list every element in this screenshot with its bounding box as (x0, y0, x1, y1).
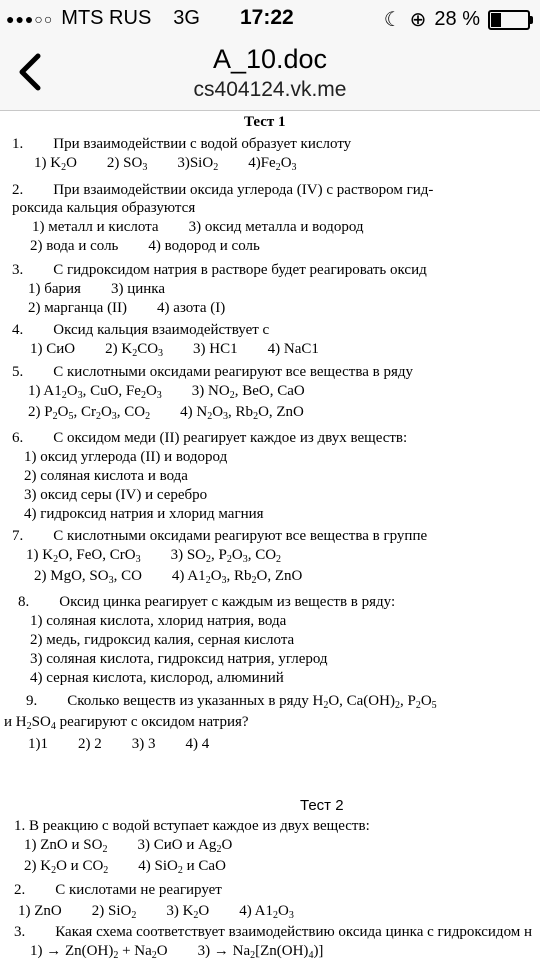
carrier-label: MTS RUS (61, 7, 152, 29)
navigation-bar (0, 36, 540, 111)
question-8-option-2: 2) медь, гидроксид калия, серная кислота (30, 632, 295, 648)
question-3-options-row-1: 1) бария 3) цинка (28, 281, 166, 297)
document-view[interactable] (0, 111, 540, 960)
question-4: 4. Оксид кальция взаимодействует с (12, 322, 270, 338)
question-6-option-4: 4) гидроксид натрия и хлорид магния (24, 506, 264, 522)
test-2-question-1-options-row-1: 1) ZnO и $SO_2$ 3) CиO и $Ag_2O$ (24, 837, 233, 855)
network-type-label: 3G (173, 7, 200, 29)
status-left (6, 7, 200, 30)
document-title: A_10.doc (212, 44, 328, 74)
question-8-option-1: 1) соляная кислота, хлорид натрия, вода (30, 613, 287, 629)
question-2-options-row-2: 2) вода и соль 4) водород и соль (30, 238, 260, 254)
question-9-line-1: 9. Сколько веществ из указанных в ряду $H_2O$, $Ca(OH)_2$, $P_2O_5$ (26, 693, 437, 711)
question-7-options-row-2: 2) MgO, $SO_3$, CO 4) $A1_2O_3$, $Rb_2O$, ZnO (34, 568, 303, 586)
test-1-heading: Тест 1 (244, 114, 286, 130)
question-1-options: 1) $K_2O$ 2) $SO_3$ 3)SiO$_2$ $4)Fe_2O_3$ (34, 155, 297, 173)
question-8-option-3: 3) соляная кислота, гидроксид натрия, углерод (30, 651, 328, 667)
question-5-options-row-2: 2) $P_2O_5$, $Cr_2O_3$, $CO_2$ 4) $N_2O_3$, $Rb_2O$, ZnO (28, 404, 304, 422)
battery-icon (488, 10, 530, 30)
document-source-host: cs404124.vk.me (193, 78, 347, 101)
battery-fill (491, 13, 501, 27)
question-3-options-row-2: 2) марганца (II) 4) азота (I) (28, 300, 226, 316)
status-right (384, 7, 530, 32)
question-9-line-2: и $H_2SO_4$ реагируют с оксидом натрия? (4, 714, 249, 732)
question-2-line-2: роксида кальция образуются (12, 200, 196, 216)
test-2-question-1: 1. В реакцию с водой вступает каждое из двух веществ: (14, 818, 370, 834)
question-7: 7. С кислотными оксидами реагируют все вещества в группе (12, 528, 428, 544)
question-6-option-3: 3) оксид серы (IV) и серебро (24, 487, 208, 503)
status-bar (0, 0, 540, 36)
question-5-options-row-1: 1) $A1_2O_3$, CuO, $Fe_2O_3$ 3) $NO_2$, BeO, CaO (28, 383, 305, 401)
question-7-options-row-1: 1) $K_2O$, FeO, CrO$_3$ 3) $SO_2$, $P_2O_3$, $CO_2$ (26, 547, 282, 565)
question-6: 6. С оксидом меди (II) реагирует каждое из двух веществ: (12, 430, 408, 446)
test-2-question-1-options-row-2: 2) $K_2O$ и $CO_2$ 4) SiO$_2$ и CaO (24, 858, 226, 876)
status-time: 17:22 (240, 6, 294, 29)
battery-percentage: 28 % (434, 8, 480, 30)
question-6-option-2: 2) соляная кислота и вода (24, 468, 188, 484)
question-1: 1. При взаимодействии с водой образует кислоту (12, 136, 352, 152)
question-2-options-row-1: 1) металл и кислота 3) оксид металла и водород (32, 219, 364, 235)
question-4-options: 1) CиO 2) $K_2CO_3$ 3) HC1 4) NaC1 (30, 341, 319, 359)
question-8-option-4: 4) серная кислота, кислород, алюминий (30, 670, 284, 686)
do-not-disturb-moon-icon: ☾ (383, 9, 402, 31)
test-2-question-3-options: $1) \to Zn(OH)_2 + Na_2O$ $3) \to Na_2[Zn(OH)_4)$] (30, 943, 324, 960)
question-3: 3. С гидроксидом натрия в растворе будет реагировать оксид (12, 262, 427, 278)
signal-strength-icon: ●●●○○ (6, 10, 54, 27)
question-6-option-1: 1) оксид углерода (II) и водород (24, 449, 228, 465)
question-8: 8. Оксид цинка реагирует с каждым из веществ в ряду: (18, 594, 396, 610)
test-2-question-2: 2. С кислотами не реагирует (14, 882, 222, 898)
question-2-line-1: 2. При взаимодействии оксида углерода (IV) с раствором гид- (12, 182, 434, 198)
question-5: 5. С кислотными оксидами реагируют все вещества в ряду (12, 364, 413, 380)
test-2-question-2-options: 1) ZnO 2) SiO$_2$ 3) $K_2O$ 4) $A1_2O_3$ (18, 903, 294, 921)
test-2-question-3: 3. Какая схема соответствует взаимодействию оксида цинка с гидроксидом н (14, 924, 533, 940)
question-9-options: 1)1 2) 2 3) 3 4) 4 (28, 736, 210, 752)
rotation-lock-icon: ⊕ (409, 9, 427, 31)
test-2-heading: Тест 2 (300, 797, 344, 814)
